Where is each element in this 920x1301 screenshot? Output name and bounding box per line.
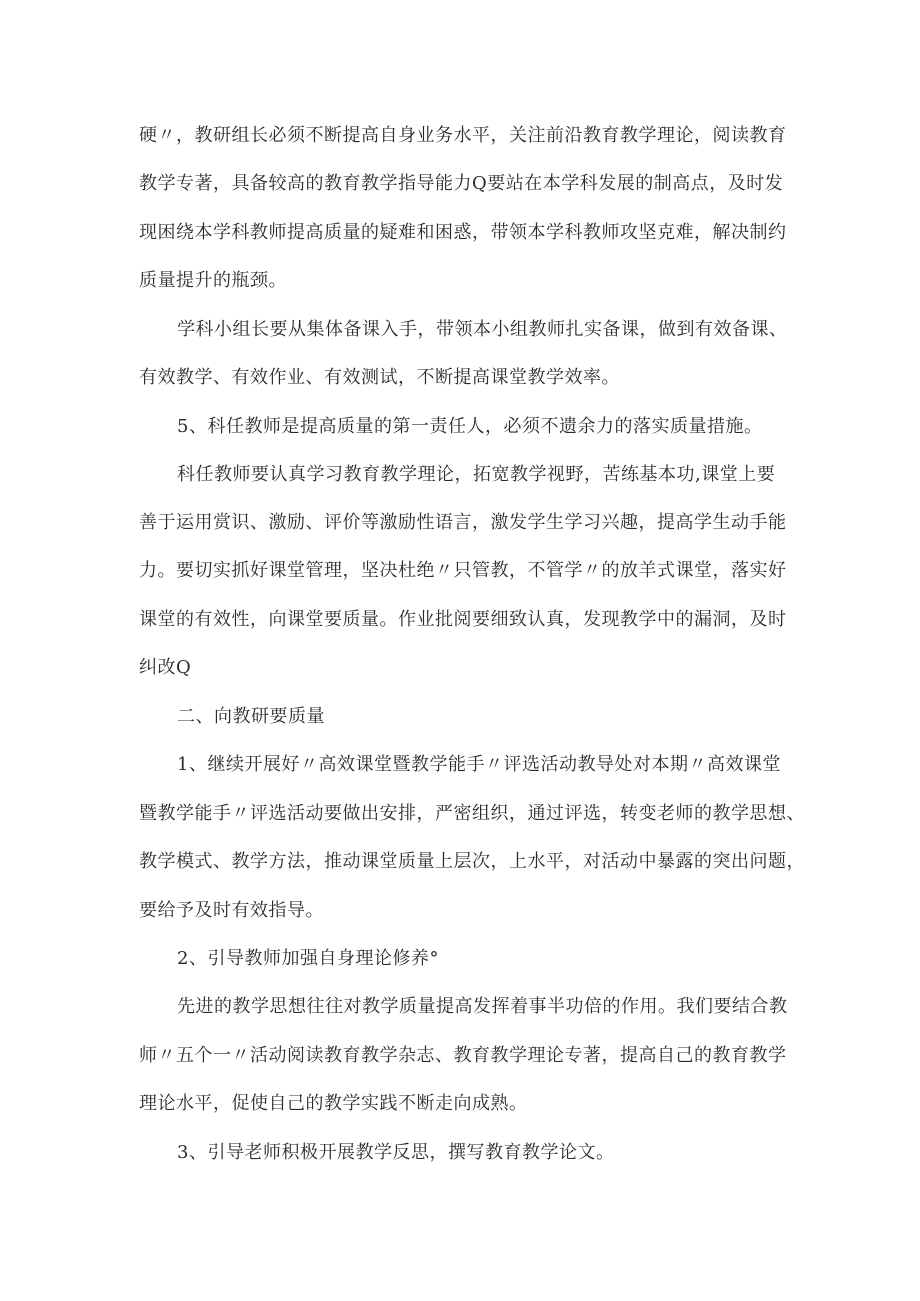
paragraph-line: 教学专著，具备较高的教育教学指导能力Q要站在本学科发展的制高点，及时发 — [139, 173, 784, 194]
paragraph-line: 善于运用赏识、激励、评价等激励性语言，激发学生学习兴趣，提高学生动手能 — [139, 512, 787, 533]
section-heading: 二、向教研要质量 — [177, 706, 325, 727]
paragraph-line: 1、继续开展好〃高效课堂暨教学能手〃评选活动教导处对本期〃高效课堂 — [177, 754, 781, 775]
paragraph-line: 科任教师要认真学习教育教学理论，拓宽教学视野，苦练基本功,课堂上要 — [177, 464, 776, 485]
paragraph-line: 力。要切实抓好课堂管理，坚决杜绝〃只管教，不管学〃的放羊式课堂，落实好 — [139, 560, 787, 581]
paragraph-line: 硬〃，教研组长必须不断提高自身业务水平，关注前沿教育教学理论，阅读教育 — [139, 125, 787, 146]
paragraph-line: 有效教学、有效作业、有效测试，不断提高课堂教学效率。 — [139, 367, 620, 388]
paragraph-line: 课堂的有效性，向课堂要质量。作业批阅要细致认真，发现教学中的漏洞，及时 — [139, 609, 787, 630]
paragraph-line: 要给予及时有效指导。 — [139, 900, 324, 921]
paragraph-line: 先进的教学思想往往对教学质量提高发挥着事半功倍的作用。我们要结合教 — [177, 996, 788, 1017]
paragraph-line: 暨教学能手〃评选活动要做出安排，严密组织，通过评选，转变老师的教学思想、 — [139, 803, 805, 824]
paragraph-line: 纠改Q — [139, 657, 192, 678]
paragraph-line: 5、科任教师是提高质量的第一责任人，必须不遗余力的落实质量措施。 — [177, 416, 763, 437]
paragraph-line: 3、引导老师积极开展教学反思，撰写教育教学论文。 — [177, 1142, 615, 1163]
paragraph-line: 学科小组长要从集体备课入手，带领本小组教师扎实备课，做到有效备课、 — [177, 319, 788, 340]
paragraph-line: 质量提升的瓶颈。 — [139, 270, 287, 291]
paragraph-line: 教学模式、教学方法，推动课堂质量上层次，上水平，对活动中暴露的突出问题， — [139, 851, 805, 872]
paragraph-line: 理论水平，促使自己的教学实践不断走向成熟。 — [139, 1093, 528, 1114]
paragraph-line: 2、引导教师加强自身理论修养° — [177, 948, 439, 969]
paragraph-line: 师〃五个一〃活动阅读教育教学杂志、教育教学理论专著，提高自己的教育教学 — [139, 1045, 787, 1066]
paragraph-line: 现困绕本学科教师提高质量的疑难和困惑，带领本学科教师攻坚克难，解决制约 — [139, 222, 787, 243]
